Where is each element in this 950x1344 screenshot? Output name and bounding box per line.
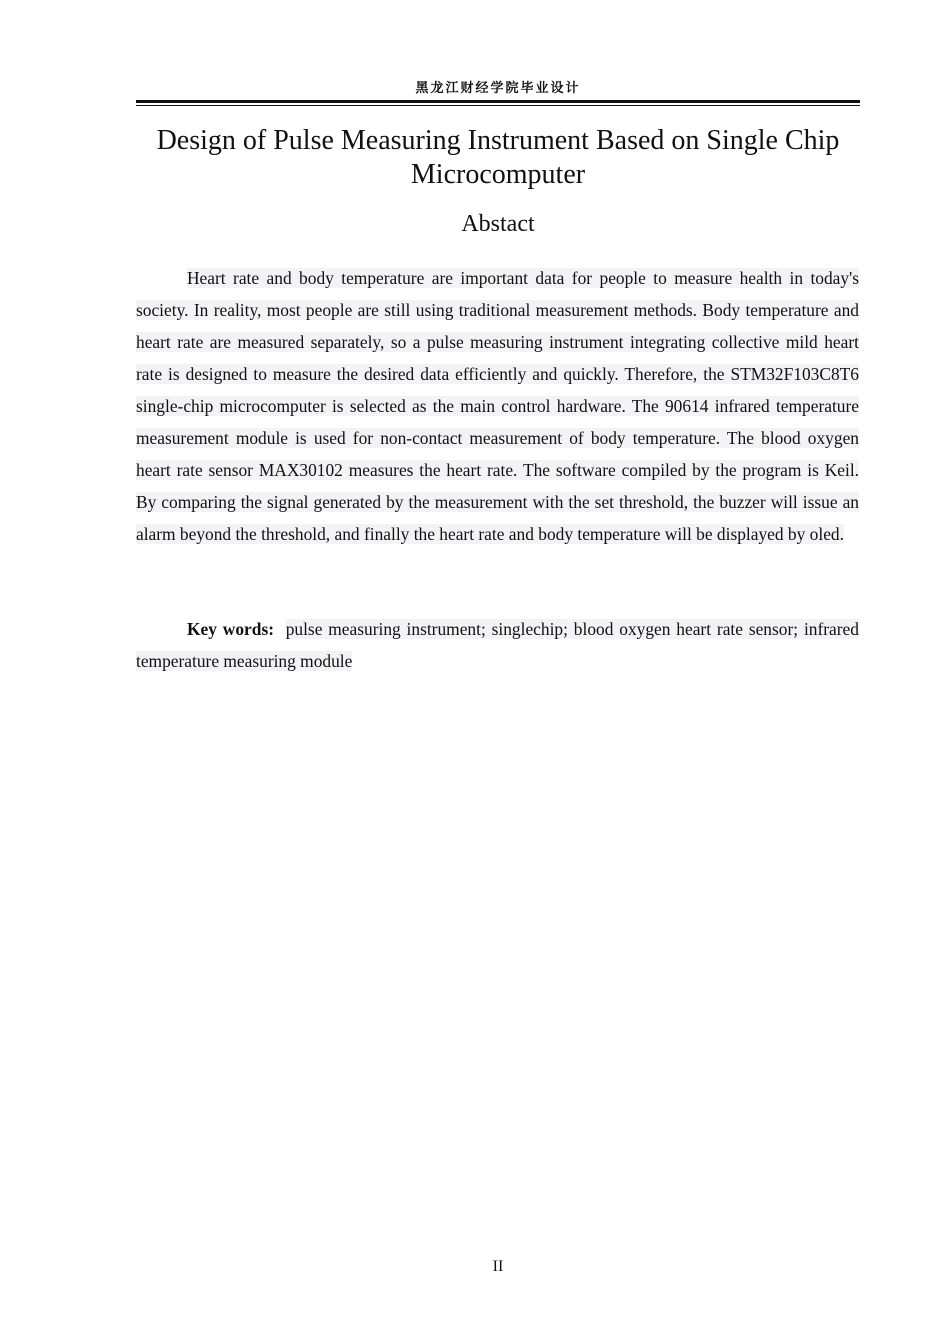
keywords-text: pulse measuring instrument; singlechip; blood oxygen heart rate sensor; infrared temperature measuring module	[136, 619, 859, 671]
header-rule-thin	[136, 105, 860, 106]
abstract-paragraph	[136, 262, 859, 550]
running-header: 黑龙江财经学院毕业设计	[415, 81, 581, 96]
document-title: Design of Pulse Measuring Instrument Based on Single Chip Microcomputer	[156, 125, 840, 190]
abstract-text: Heart rate and body temperature are important data for people to measure health in today's society. In reality, most people are still using traditional measurement methods. Body temperature and heart rate are measured separately, so a pulse measuring instrument integrating collective mild heart rate is designed to measure the desired data efficiently and quickly. Therefore, the STM32F103C8T6 single-chip microcomputer is selected as the main control hardware. The 90614 infrared temperature measurement module is used for non-contact measurement of body temperature. The blood oxygen heart rate sensor MAX30102 measures the heart rate. The software compiled by the program is Keil. By comparing the signal generated by the measurement with the set threshold, the buzzer will issue an alarm beyond the threshold, and finally the heart rate and body temperature will be displayed by oled.	[136, 268, 859, 544]
keywords-label: Key words:	[187, 619, 274, 639]
header-rule-thick	[136, 100, 860, 103]
abstract-heading: Abstact	[461, 211, 535, 237]
keywords-paragraph	[136, 613, 859, 677]
page-number: II	[492, 1258, 504, 1275]
